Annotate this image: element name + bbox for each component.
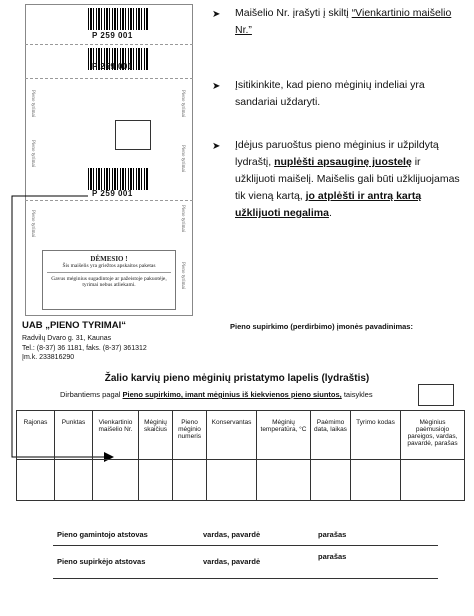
side-label: Pieno tyrimai: [30, 140, 35, 168]
notice-line1: Šis maišelis yra griežtos apskaitos paketas: [62, 263, 156, 269]
column-header: Punktas: [55, 411, 93, 460]
notice-title: DĖMESIO !: [90, 255, 128, 263]
column-header: Pieno mėginio numeris: [173, 411, 207, 460]
column-header: Mėginius paėmusiojo pareigos, vardas, pavardė, parašas: [401, 411, 465, 460]
processor-label: Pieno supirkimo (perdirbimo) įmonės pavadinimas:: [230, 322, 413, 331]
sign-label: parašas: [318, 530, 347, 539]
producer-rep-label: Pieno gamintojo atstovas: [57, 530, 148, 539]
barcode-number-top-1: P 259 001: [92, 31, 133, 40]
instruction-3: Įdėjus paruoštus pieno mėginius ir užpildytą lydraštį, nuplėšti apsauginę juostelę ir užklijuoti maišelį. Maišelis gali būti užklijuojamas tik vieną kartą, jo atplėšti ir antrą kartą užklijuoti negalima.: [235, 139, 460, 219]
signature-line: [53, 578, 438, 579]
side-label: Pieno tyrimai: [180, 145, 185, 173]
form-subtitle: Dirbantiems pagal Pieno supirkimo, imant mėginius iš kiekvienos pieno siuntos, taisykles: [60, 390, 373, 399]
table-cell[interactable]: [257, 460, 311, 501]
column-header: Paėmimo data, laikas: [311, 411, 351, 460]
signature-line: [53, 545, 438, 546]
table-cell[interactable]: [173, 460, 207, 501]
column-header: Vienkartinio maišelio Nr.: [93, 411, 139, 460]
sign-label: parašas: [318, 552, 347, 561]
company-details: Radvilų Dvaro g. 31, Kaunas Tel.: (8-37) 36 1181, faks. (8-37) 361312 Įm.k. 233816290: [22, 335, 147, 361]
table-cell[interactable]: [17, 460, 55, 501]
instruction-2: Įsitikinkite, kad pieno mėginių indeliai yra sandariai uždaryti.: [235, 79, 425, 108]
bullet-icon: ➤: [212, 141, 221, 152]
table-cell[interactable]: [139, 460, 173, 501]
column-header: Mėginių skaičius: [139, 411, 173, 460]
table-cell[interactable]: [207, 460, 257, 501]
bullet-icon: ➤: [212, 81, 221, 92]
table-cell[interactable]: [311, 460, 351, 501]
side-label: Pieno tyrimai: [180, 205, 185, 233]
side-label: Pieno tyrimai: [30, 210, 35, 238]
column-header: Mėginių temperatūra, °C: [257, 411, 311, 460]
column-header: Tyrimo kodas: [351, 411, 401, 460]
table-cell[interactable]: [93, 460, 139, 501]
notice-line2: Gavus mėginius sugadintoje ar pažeistoje pakuotėje, tyrimai nebus atliekami.: [51, 276, 167, 288]
barcode-number-top-2: P 259 001: [92, 62, 133, 71]
rules-checkbox[interactable]: [418, 384, 454, 406]
buyer-rep-label: Pieno supirkėjo atstovas: [57, 557, 146, 566]
samples-table: [16, 410, 465, 501]
form-title: Žalio karvių pieno mėginių pristatymo lapelis (lydraštis): [104, 373, 370, 384]
column-header: Rajonas: [17, 411, 55, 460]
side-label: Pieno tyrimai: [180, 90, 185, 118]
table-row: [17, 460, 465, 501]
barcode-number-middle: P 259 001: [92, 189, 133, 198]
name-label: vardas, pavardė: [203, 557, 261, 566]
table-cell[interactable]: [55, 460, 93, 501]
table-cell[interactable]: [351, 460, 401, 501]
bullet-icon: ➤: [212, 9, 221, 20]
table-cell[interactable]: [401, 460, 465, 501]
instruction-1: Maišelio Nr. įrašyti į skiltį “Vienkartinio maišelio Nr.”: [235, 7, 452, 36]
side-label: Pieno tyrimai: [180, 262, 185, 290]
side-label: Pieno tyrimai: [30, 90, 35, 118]
name-label: vardas, pavardė: [203, 530, 261, 539]
company-name: UAB „PIENO TYRIMAI“: [22, 320, 126, 331]
column-header: Konservantas: [207, 411, 257, 460]
